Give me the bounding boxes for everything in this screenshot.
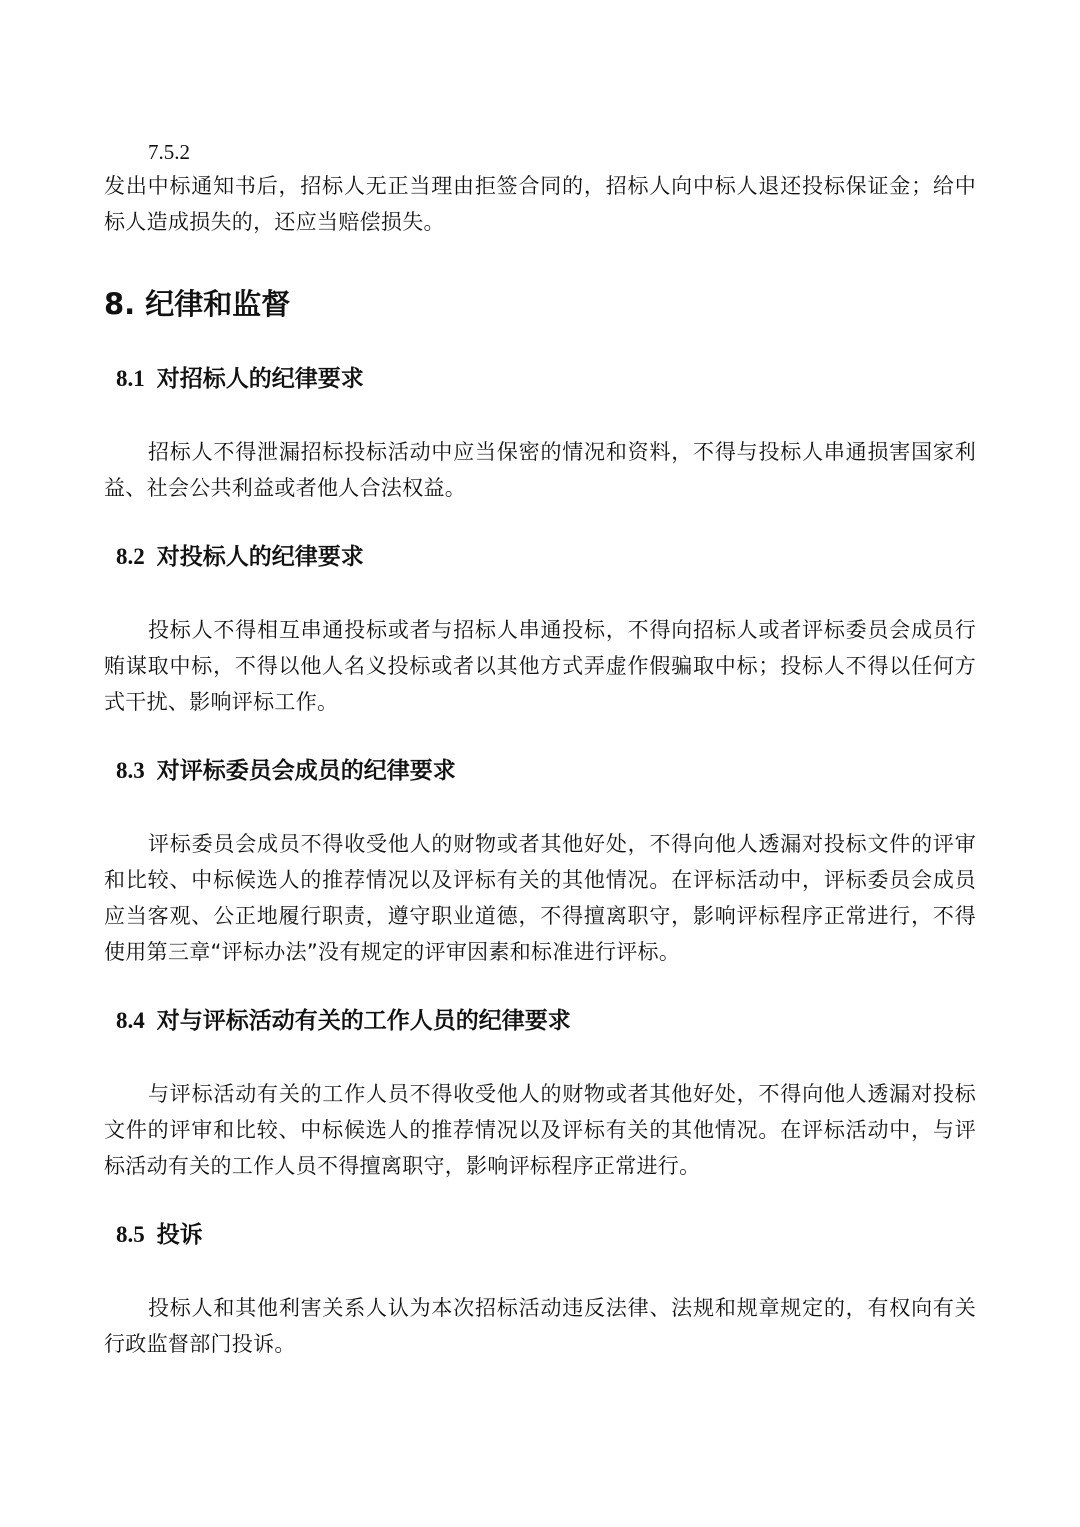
subsection-title: 对招标人的纪律要求 <box>156 366 364 392</box>
subsection-heading <box>104 362 976 396</box>
section-title: 8. 纪律和监督 <box>104 287 291 321</box>
subsection-text: 投标人和其他利害关系人认为本次招标活动违反法律、法规和规章规定的，有权向有关行政监督部门投诉。 <box>104 1296 976 1356</box>
subsection-title: 对投标人的纪律要求 <box>156 544 364 570</box>
subsection-title: 对与评标活动有关的工作人员的纪律要求 <box>156 1008 571 1034</box>
subsection-number: 8.4 <box>116 1008 145 1033</box>
subsection-text: 投标人不得相互串通投标或者与招标人串通投标，不得向招标人或者评标委员会成员行贿谋取中标，不得以他人名义投标或者以其他方式弄虚作假骗取中标；投标人不得以任何方式干扰、影响评标工作。 <box>104 618 976 714</box>
subsection-title: 投诉 <box>156 1222 203 1248</box>
subsection-text: 与评标活动有关的工作人员不得收受他人的财物或者其他好处，不得向他人透漏对投标文件的评审和比较、中标候选人的推荐情况以及评标有关的其他情况。在评标活动中，与评标活动有关的工作人员不得擅离职守，影响评标程序正常进行。 <box>104 1082 976 1178</box>
subsection-text: 评标委员会成员不得收受他人的财物或者其他好处，不得向他人透漏对投标文件的评审和比较、中标候选人的推荐情况以及评标有关的其他情况。在评标活动中，评标委员会成员应当客观、公正地履行职责，遵守职业道德，不得擅离职守，影响评标程序正常进行，不得使用第三章“评标办法”没有规定的评审因素和标准进行评标。 <box>104 832 976 964</box>
subsection-heading <box>104 754 976 788</box>
document-page <box>104 138 976 1362</box>
subsection-number: 8.3 <box>116 758 145 783</box>
subsection-number: 8.1 <box>116 366 145 391</box>
subsection-heading <box>104 540 976 574</box>
subsection-number: 8.2 <box>116 544 145 569</box>
subsection-text: 招标人不得泄漏招标投标活动中应当保密的情况和资料，不得与投标人串通损害国家利益、社会公共利益或者他人合法权益。 <box>104 440 976 500</box>
clause-text: 发出中标通知书后，招标人无正当理由拒签合同的，招标人向中标人退还投标保证金；给中标人造成损失的，还应当赔偿损失。 <box>104 174 976 234</box>
clause-number: 7.5.2 <box>148 140 190 164</box>
subsection-heading <box>104 1218 976 1252</box>
subsection-title: 对评标委员会成员的纪律要求 <box>156 758 456 784</box>
subsection-heading <box>104 1004 976 1038</box>
subsection-number: 8.5 <box>116 1222 145 1247</box>
